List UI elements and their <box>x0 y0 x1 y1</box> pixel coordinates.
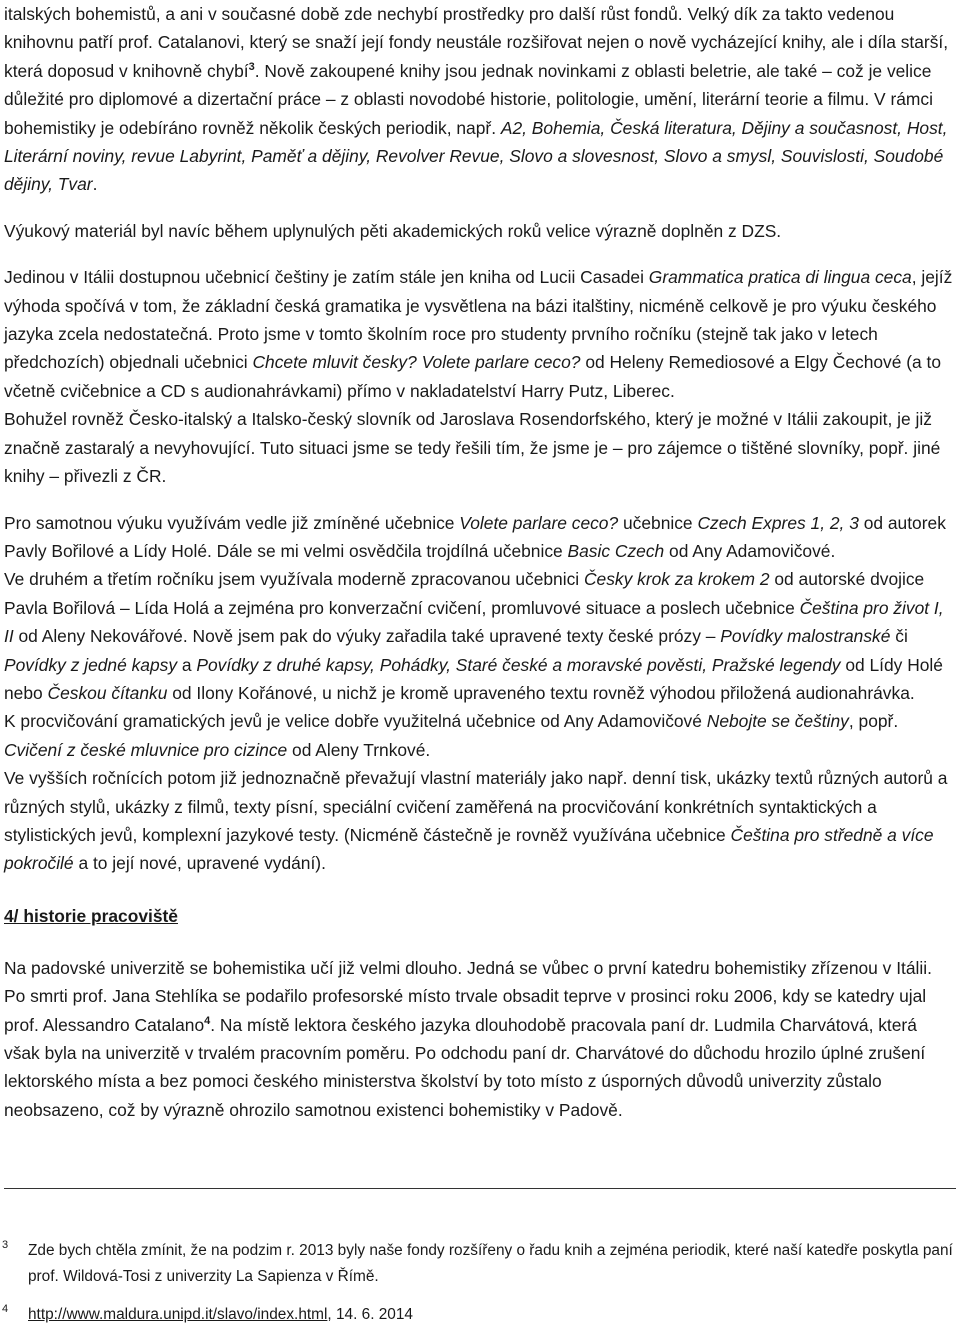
footnote-text: Zde bych chtěla zmínit, že na podzim r. 2013 byly naše fondy rozšířeny o řadu knih a zejména periodik, které naší katedře poskytla paní prof. Wildová-Tosi z univerzity La Sapienza v Římě. <box>28 1242 953 1285</box>
footnote-ref-3[interactable]: 3 <box>248 61 255 74</box>
footnote-date: , 14. 6. 2014 <box>327 1306 413 1323</box>
section-heading-history: 4/ historie pracoviště <box>4 905 178 926</box>
footnote-link[interactable]: http://www.maldura.unipd.it/slavo/index.html <box>28 1306 328 1323</box>
paragraph-library: italských bohemistů, a ani v současné době zde nechybí prostředky pro další růst fondů. Velký dík za takto vedenou knihovnu patří prof. Catalanovi, který se snaží její fondy neustále rozšiřovat nejen o nově vycházející knihy, ale i díla starší, která doposud v knihovně chybí$^3$. Nově zakoupené knihy jsou jednak novinkami z oblasti beletrie, ale také – což je velice důležité pro diplomové a dizertační práce – z oblasti novodobé historie, politologie, umění, literární teorie a filmu. V rámci bohemistiky je odebíráno rovněž několik českých periodik, např. A2, Bohemia, Česká literatura, Dějiny a současnost, Host, Literární noviny, revue Labyrint, Paměť a dějiny, Revolver Revue, Slovo a slovesnost, Slovo a smysl, Souvislosti, Soudobé dějiny, Tvar. <box>4 4 949 195</box>
footnote-separator <box>4 1188 956 1189</box>
footnotes <box>0 1238 956 1328</box>
footnote-ref-4[interactable]: 4 <box>204 1014 211 1027</box>
footnote-4 <box>0 1302 956 1328</box>
periodicals-list: A2, Bohemia, Česká literatura, Dějiny a současnost, Host, Literární noviny, revue Labyrint, Paměť a dějiny, Revolver Revue, Slovo a slovesnost, Slovo a smysl, Souvislosti, Soudobé dějiny, Tvar <box>4 117 948 195</box>
paragraph-history: Na padovské univerzitě se bohemistika učí již velmi dlouho. Jedná se vůbec o první katedru bohemistiky zřízenou v Itálii. Po smrti prof. Jana Stehlíka se podařilo profesorské místo trvale obsadit teprve v prosinci roku 2006, kdy se katedry ujal prof. Alessandro Catalano$^4$. Na místě lektora českého jazyka dlouhodobě pracovala paní dr. Ludmila Charvátová, která však byla na univerzitě v trvalém pracovním poměru. Po odchodu paní dr. Charvátové do důchodu hrozilo úplné zrušení lektorského místa a bez pomoci českého ministerstva školství by toto místo z úsporných důvodů univerzity zůstalo neobsazeno, což by výrazně ohrozilo samotnou existenci bohemistiky v Padově. <box>4 957 932 1120</box>
footnote-number: 3 <box>2 1239 9 1251</box>
paragraph-teaching: Pro samotnou výuku využívám vedle již zmíněné učebnice Volete parlare ceco? učebnice Czech Expres 1, 2, 3 od autorek Pavly Bořilové a Lídy Holé. Dále se mi velmi osvědčila trojdílná učebnice Basic Czech od Any Adamovičové. Ve druhém a třetím ročníku jsem využívala moderně zpracovanou učebnici Česky krok za krokem 2 od autorské dvojice Pavla Bořilová – Lída Holá a zejména pro konverzační cvičení, promluvové situace a poslech učebnice Čeština pro život I, II od Aleny Nekovářové. Nově jsem pak do výuky zařadila také upravené texty české prózy – Povídky malostranské či Povídky z jedné kapsy a Povídky z druhé kapsy, Pohádky, Staré české a moravské pověsti, Pražské legendy od Lídy Holé nebo Českou čítanku od Ilony Kořánové, u nichž je kromě upraveného textu rovněž výhodou přiložená audionahrávka. K procvičování gramatických jevů je velice dobře využitelná učebnice od Any Adamovičové Nebojte se češtiny, popř. Cvičení z české mluvnice pro cizince od Aleny Trnkové. Ve vyšších ročnících potom již jednoznačně převažují vlastní materiály jako např. denní tisk, ukázky textů různých autorů a různých stylů, ukázky z filmů, texty písní, speciální cvičení zaměřená na procvičování konkrétních syntaktických a stylistických jevů, komplexní jazykové testy. (Nicméně částečně je rovněž využívána učebnice Čeština pro středně a více pokročilé a to její nové, upravené vydání). <box>4 512 948 874</box>
paragraph-dzs: Výukový materiál byl navíc během uplynulých pěti akademických roků velice výrazně doplněn z DZS. <box>4 220 782 241</box>
footnote-number: 4 <box>2 1303 9 1315</box>
footnote-3 <box>0 1238 956 1290</box>
document-page <box>4 0 956 1124</box>
paragraph-textbooks: Jedinou v Itálii dostupnou učebnicí češtiny je zatím stále jen kniha od Lucii Casadei Grammatica pratica di lingua ceca, jejíž výhoda spočívá v tom, že základní česká gramatika je vysvětlena na bázi italštiny, nicméně celkově je pro výuku českého jazyka zcela nedostatečná. Proto jsme v tomto školním roce pro studenty prvního ročníku (stejně tak jako v letech předchozích) objednali učebnici Chcete mluvit česky? Volete parlare ceco? od Heleny Remediosové a Elgy Čechové (a to včetně cvičebnice a CD s audionahrávkami) přímo v nakladatelství Harry Putz, Liberec. Bohužel rovněž Česko-italský a Italsko-český slovník od Jaroslava Rosendorfského, který je možné v Itálii zakoupit, je již značně zastaralý a nevyhovující. Tuto situaci jsme se tedy řešili tím, že jsme je – pro zájemce o tištěné slovníky, popř. jiné knihy – přivezli z ČR. <box>4 267 953 487</box>
